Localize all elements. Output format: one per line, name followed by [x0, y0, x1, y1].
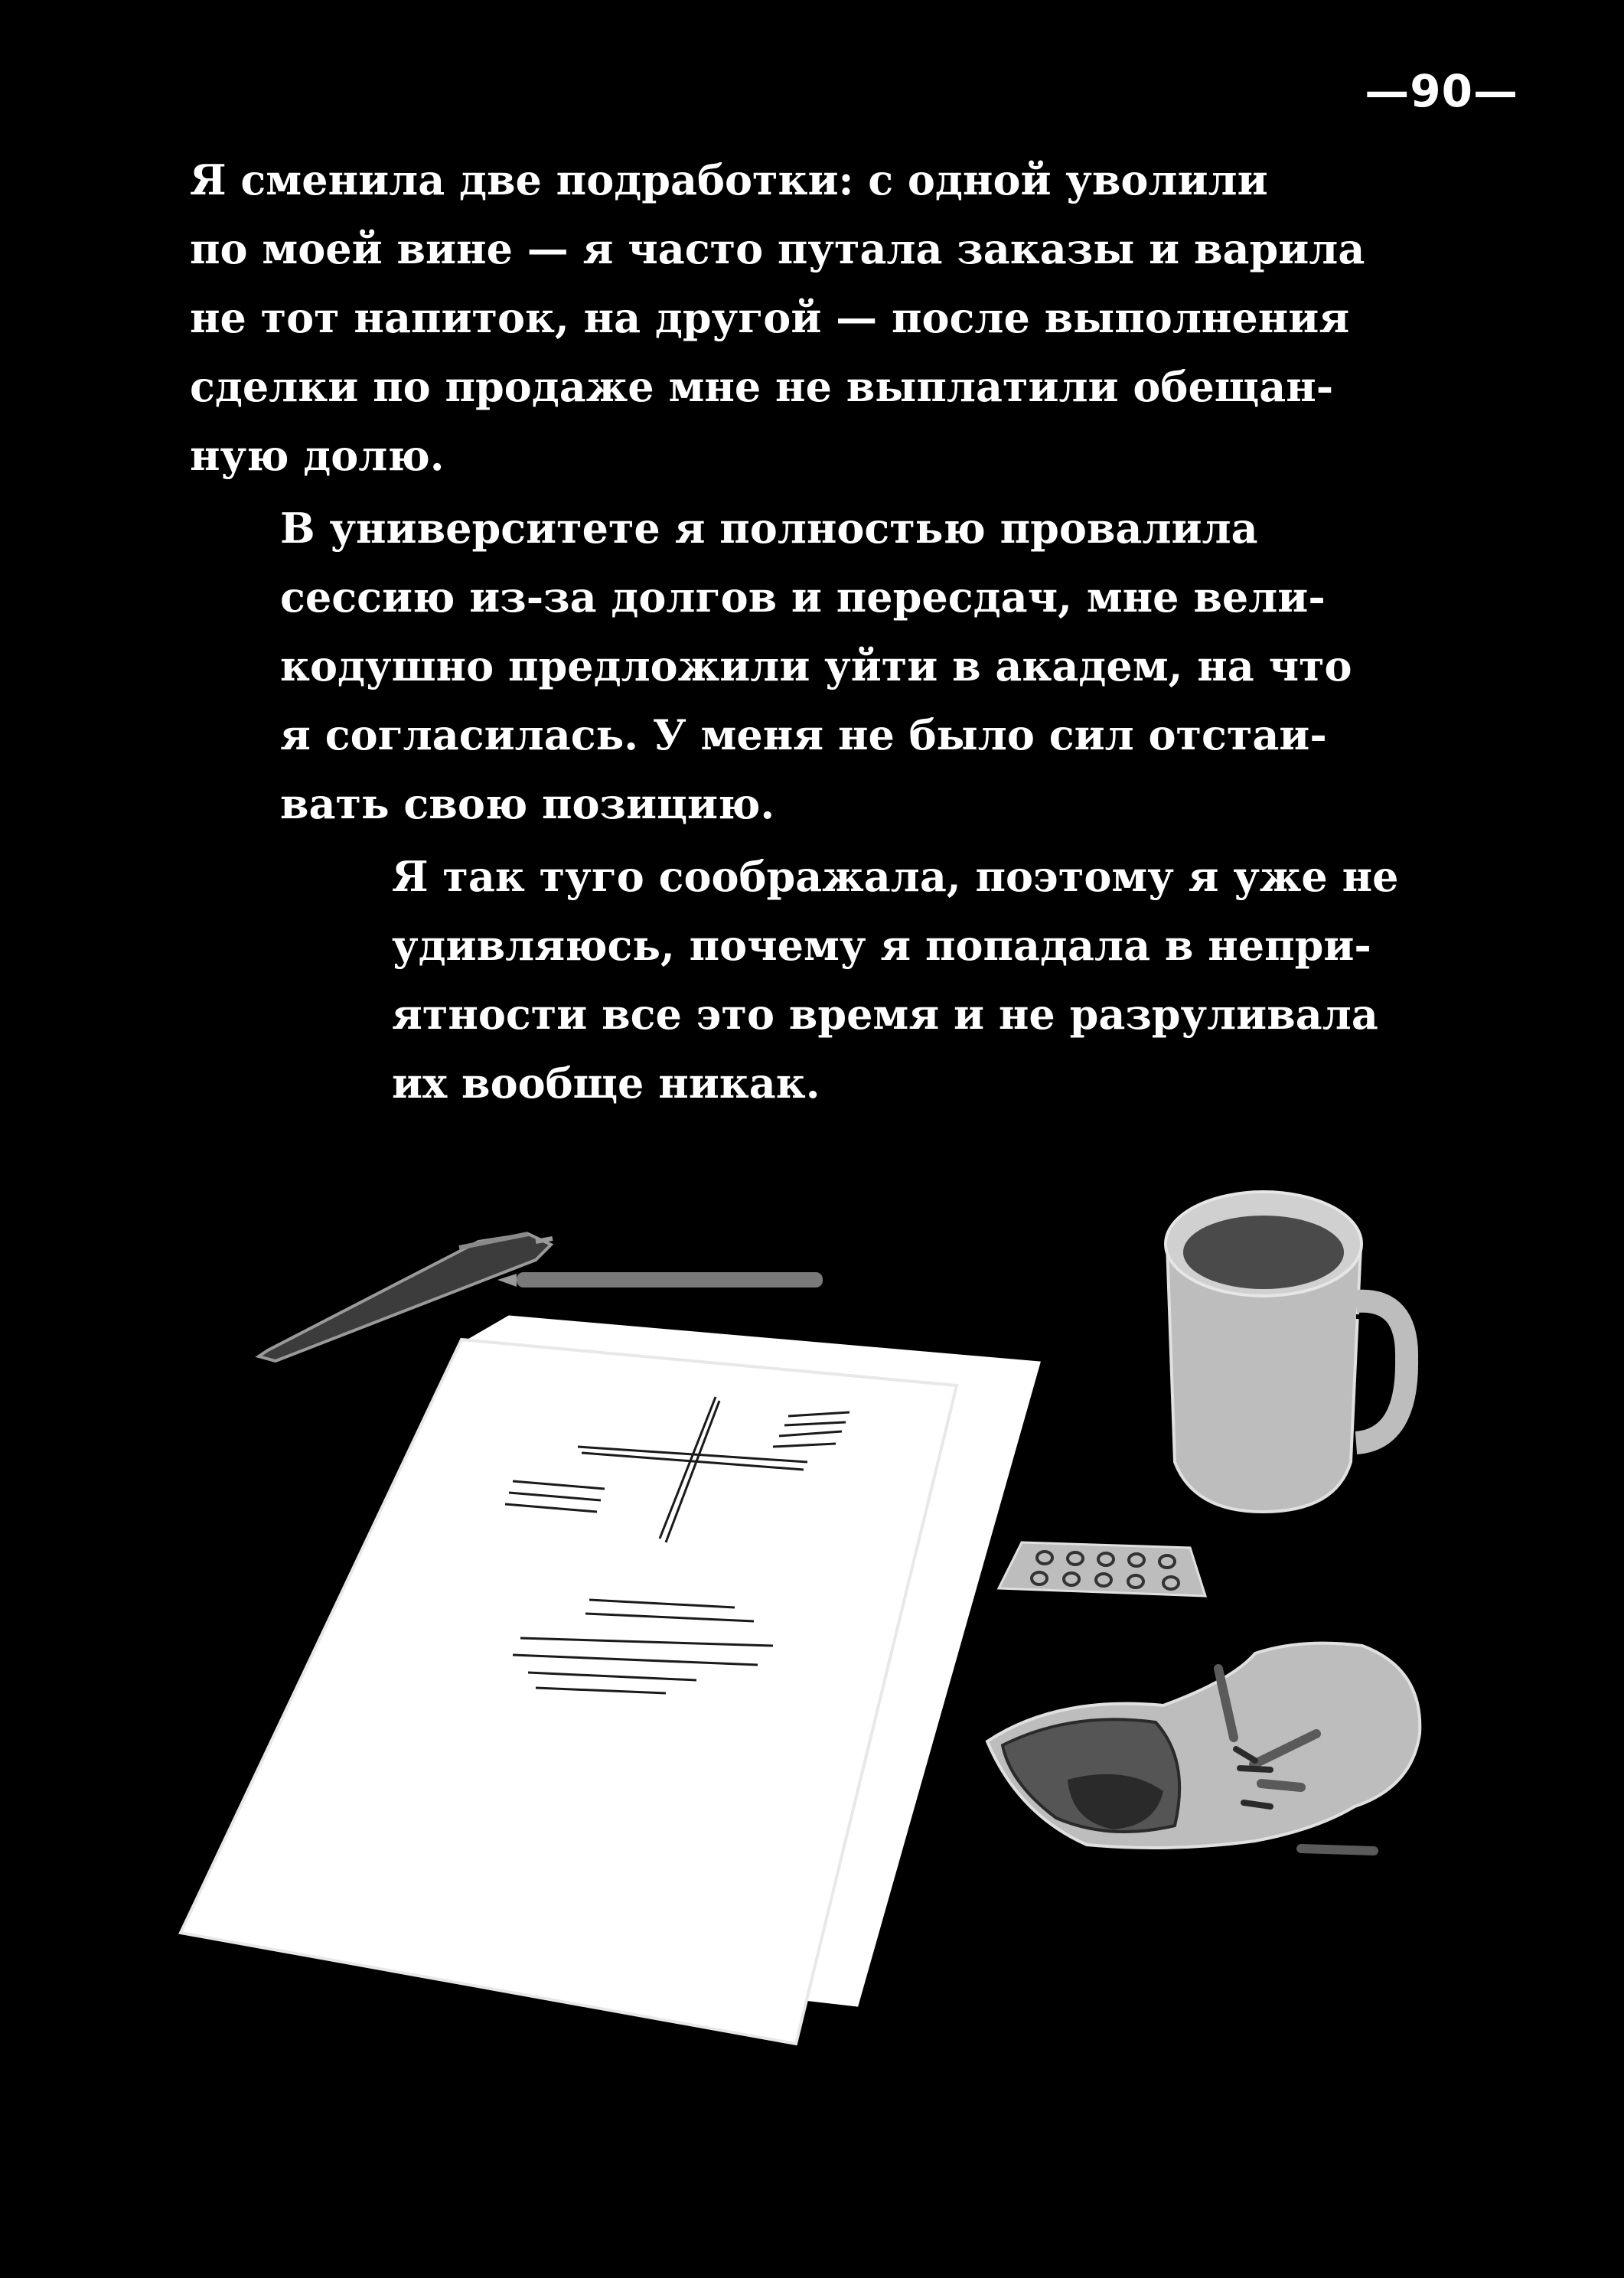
text-line: ную долю.	[190, 431, 445, 480]
text-line: я согласилась. У меня не было сил отстаи-	[280, 710, 1327, 759]
mug-icon	[1166, 1192, 1407, 1512]
text-line: не тот напиток, на другой — после выполнения	[190, 293, 1350, 342]
paragraph-2	[280, 494, 1352, 838]
pill-blister-icon	[999, 1542, 1205, 1596]
paragraph-3	[392, 842, 1398, 1118]
text-line: вать свою позицию.	[280, 779, 775, 828]
text-line: кодушно предложили уйти в академ, на что	[280, 641, 1352, 690]
text-line: их вообще никак.	[392, 1059, 820, 1108]
text-line: В университете я полностью провалила	[280, 504, 1258, 553]
text-line: ятности все это время и не разруливала	[392, 990, 1378, 1039]
pencil-icon	[497, 1272, 823, 1287]
page-number: —90—	[1365, 65, 1518, 117]
paper-sheets	[181, 1317, 1039, 2044]
text-line: сделки по продаже мне не выплатили обещан-	[190, 362, 1334, 411]
text-line: по моей вине — я часто путала заказы и варила	[190, 224, 1365, 273]
paragraph-1	[190, 145, 1365, 490]
text-line: удивляюсь, почему я попадала в непри-	[392, 921, 1371, 970]
desk-illustration	[0, 1179, 1624, 2097]
text-line: Я сменила две подработки: с одной уволили	[190, 155, 1268, 204]
text-line: сессию из-за долгов и пересдач, мне вели-	[280, 573, 1326, 622]
crumpled-bag-icon	[987, 1643, 1420, 1851]
text-line: Я так туго соображала, поэтому я уже не	[392, 852, 1399, 901]
